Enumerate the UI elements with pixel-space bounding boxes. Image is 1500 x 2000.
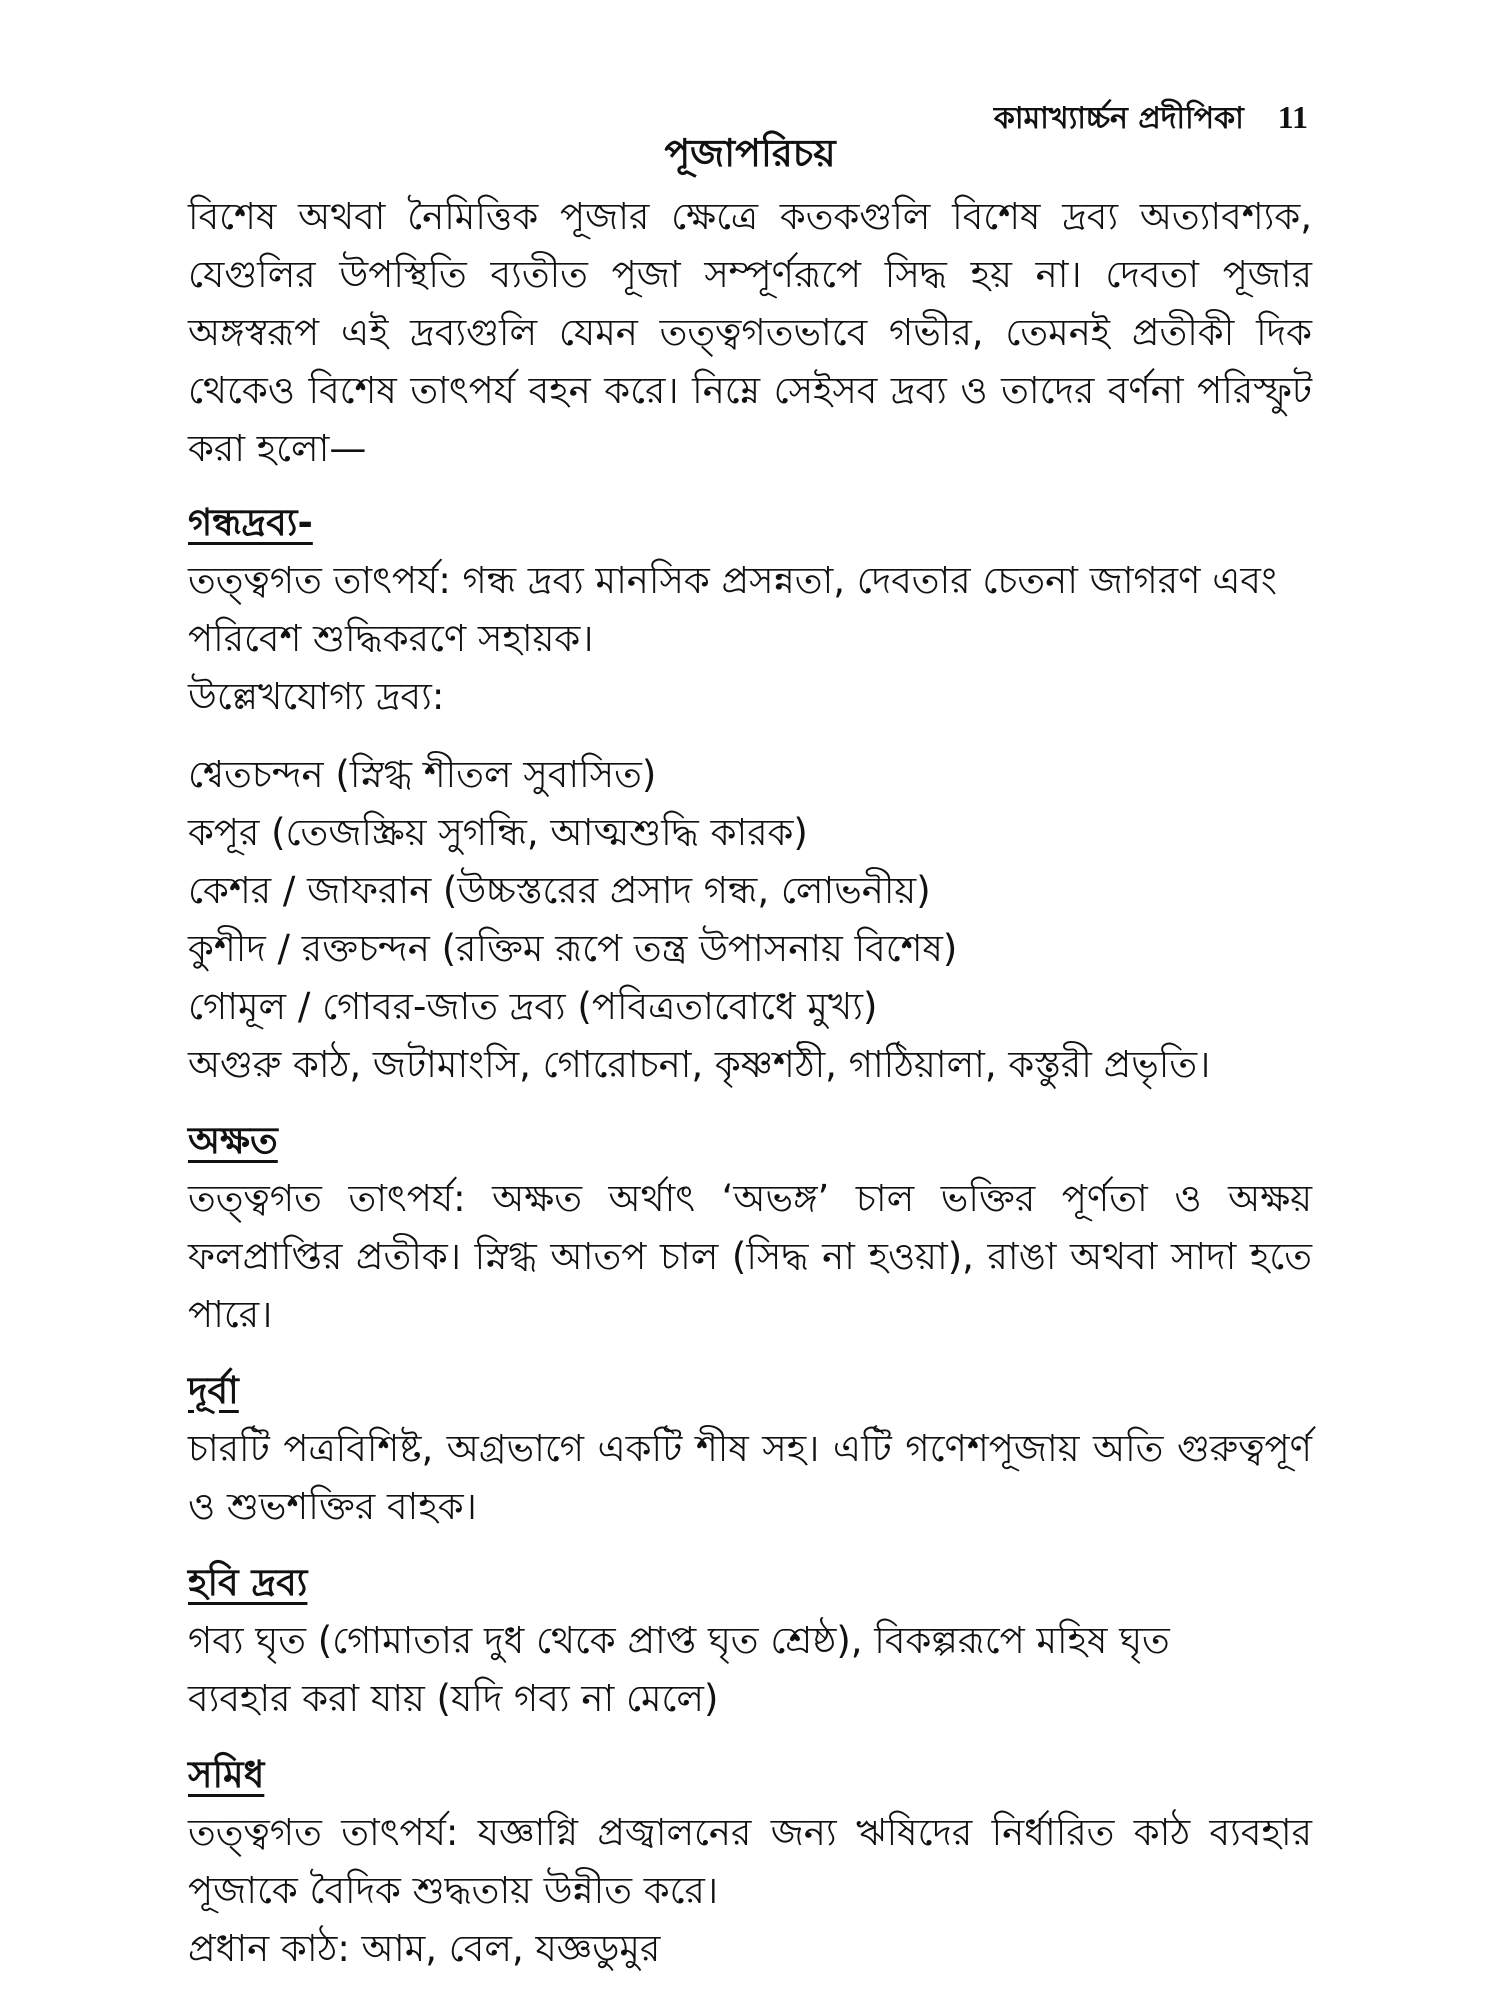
list-item: কপূর (তেজস্ক্রিয় সুগন্ধি, আত্মশুদ্ধি কারক) (188, 811, 808, 854)
list-item: অগুরু কাঠ, জটামাংসি, গোরোচনা, কৃষ্ণশঠী, গাঠিয়ালা, কস্তুরী প্রভৃতি। (188, 1043, 1211, 1086)
section-havi (188, 1554, 1312, 1728)
section-heading-samidh: সমিধ (188, 1753, 265, 1796)
book-title: কামাখ্যার্চ্চন প্রদীপিকা (993, 101, 1244, 136)
list-item: কেশর / জাফরান (উচ্চস্তরের প্রসাদ গন্ধ, লোভনীয়) (188, 869, 931, 912)
list-item: গোমূল / গোবর-জাত দ্রব্য (পবিত্রতাবোধে মুখ্য) (188, 985, 878, 1028)
samidh-main-wood: প্রধান কাঠ: আম, বেল, যজ্ঞডুমুর (188, 1927, 661, 1970)
gandha-item-list (188, 746, 1312, 1094)
havi-line-2: ব্যবহার করা যায় (যদি গব্য না মেলে) (188, 1677, 719, 1720)
section-samidh (188, 1746, 1312, 1978)
page-number: 11 (1277, 99, 1308, 135)
akshata-text: তত্ত্বগত তাৎপর্য: অক্ষত অর্থাৎ ‘অভঙ্গ’ চাল ভক্তির পূর্ণতা ও অক্ষয় ফলপ্রাপ্তির প্রতীক। স্নিগ্ধ আতপ চাল (সিদ্ধ না হওয়া), রাঙা অথবা সাদা হতে পারে। (188, 1177, 1312, 1336)
gandha-significance: তত্ত্বগত তাৎপর্য: গন্ধ দ্রব্য মানসিক প্রসন্নতা, দেবতার চেতনা জাগরণ এবং পরিবেশ শুদ্ধিকরণে সহায়ক। (188, 559, 1277, 660)
section-gandha (188, 494, 1312, 1094)
section-heading-durba: দূর্বা (188, 1369, 239, 1412)
section-heading-havi: হবি দ্রব্য (188, 1561, 308, 1604)
gandha-notable-label: উল্লেখযোগ্য দ্রব্য: (188, 675, 445, 718)
intro-paragraph: বিশেষ অথবা নৈমিত্তিক পূজার ক্ষেত্রে কতকগুলি বিশেষ দ্রব্য অত্যাবশ্যক, যেগুলির উপস্থিতি ব্যতীত পূজা সম্পূর্ণরূপে সিদ্ধ হয় না। দেবতা পূজার অঙ্গস্বরূপ এই দ্রব্যগুলি যেমন তত্ত্বগতভাবে গভীর, তেমনই প্রতীকী দিক থেকেও বিশেষ তাৎপর্য বহন করে। নিম্নে সেইসব দ্রব্য ও তাদের বর্ণনা পরিস্ফুট করা হলো— (188, 195, 1312, 470)
samidh-significance: তত্ত্বগত তাৎপর্য: যজ্ঞাগ্নি প্রজ্বালনের জন্য ঋষিদের নির্ধারিত কাঠ ব্যবহার পূজাকে বৈদিক শুদ্ধতায় উন্নীত করে। (188, 1811, 1312, 1912)
list-item: শ্বেতচন্দন (স্নিগ্ধ শীতল সুবাসিত) (188, 753, 657, 796)
section-heading-akshata: অক্ষত (188, 1119, 278, 1162)
section-heading-gandha: গন্ধদ্রব্য- (188, 501, 313, 544)
durba-text: চারটি পত্রবিশিষ্ট, অগ্রভাগে একটি শীষ সহ। এটি গণেশপূজায় অতি গুরুত্বপূর্ণ ও শুভশক্তির বাহক। (188, 1427, 1312, 1528)
list-item: কুশীদ / রক্তচন্দন (রক্তিম রূপে তন্ত্র উপাসনায় বিশেষ) (188, 927, 958, 970)
page-content (188, 128, 1312, 1978)
chapter-title: পূজাপরিচয় (664, 131, 836, 175)
section-durba (188, 1362, 1312, 1536)
havi-line-1: গব্য ঘৃত (গোমাতার দুধ থেকে প্রাপ্ত ঘৃত শ্রেষ্ঠ), বিকল্পরূপে মহিষ ঘৃত (188, 1619, 1170, 1662)
section-akshata (188, 1112, 1312, 1344)
